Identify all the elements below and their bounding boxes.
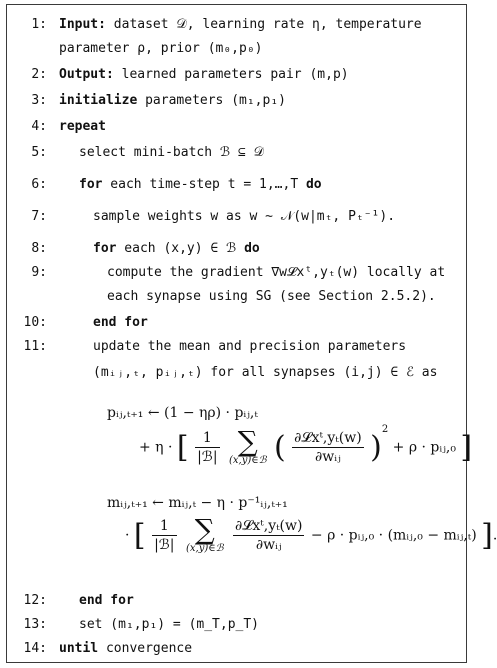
partial-fraction [233,518,304,553]
line-text: update the mean and precision parameters [93,339,407,354]
summation [229,425,267,466]
line-text: (mᵢⱼ,ₜ, pᵢⱼ,ₜ) for all synapses (i,j) ∈ ℰ as [93,365,438,380]
keyword-input: Input: [59,17,106,32]
line-text: set (m₁,p₁) = (m_T,p_T) [79,617,260,632]
line-text: dataset 𝒟, learning rate η, temperature [105,17,422,32]
left-paren: ( [274,430,286,465]
numerator: 1 [152,518,176,536]
line-text: learned parameters pair (m,p) [113,67,349,82]
dot-operator: · [125,527,130,544]
sigma-symbol: ∑ [194,513,215,546]
line-number: 5: [31,145,47,160]
equation-text: pᵢⱼ,ₜ₊₁ ← (1 − ηρ) · pᵢⱼ,ₜ [107,405,258,421]
keyword-end-for: end for [79,593,134,608]
line-text: select mini-batch ℬ ⊆ 𝒟 [79,145,264,160]
line-number: 13: [23,617,47,632]
keyword-until: until [59,641,99,656]
equation-text: + ρ · pᵢⱼ,₀ [392,439,456,456]
sum-limit: (x,y)∈ℬ [229,455,267,466]
sigma-symbol: ∑ [237,425,258,458]
line-text: compute the gradient ∇w𝓛xᵗ,yₜ(w) locally at [107,265,446,280]
keyword-for: for [93,241,117,256]
algorithm-box [6,4,497,663]
partial-fraction [292,430,363,465]
line-text: parameter ρ, prior (m₀,p₀) [59,41,263,56]
line-number: 12: [23,593,47,608]
line-number: 2: [31,67,47,82]
right-paren: ) [370,430,382,465]
keyword-do: do [244,241,260,256]
numerator: 1 [195,430,219,448]
p-update-equation [107,405,258,421]
numerator: ∂𝓛xᵗ,yₜ(w) [234,518,303,534]
keyword-initialize: initialize [59,93,138,108]
left-bracket: [ [133,518,146,553]
summation [185,513,224,554]
fraction [152,518,176,553]
line-number: 3: [31,93,47,108]
line-number: 10: [23,315,47,330]
line-text: each synapse using SG (see Section 2.5.2). [107,289,436,304]
keyword-do: do [305,177,322,192]
p-update-rhs: + η · [ $\frac{1}{\text{|ℬ|}}$ ∑ (x,y)∈ℬ ( $\frac{\text{∂𝓛xᵗ,yₜ(w)}}{\text{∂wᵢⱼ}}$ )$^2$ + ρ · pᵢⱼ,₀ ] [139,423,473,466]
equation-text: + η · [139,439,173,456]
line-text: convergence [98,641,193,656]
keyword-for: for [79,177,103,192]
right-bracket: ] [460,430,473,465]
fraction [195,430,219,465]
right-bracket: ] [481,518,493,553]
keyword-repeat: repeat [59,119,106,134]
line-text: parameters (m₁,p₁) [137,93,286,108]
line-number: 7: [31,209,47,224]
line-number: 6: [31,177,47,192]
denominator: ∂wᵢⱼ [315,449,341,465]
line-number: 1: [31,17,47,32]
line-text: each time-step t = 1,…,T [102,177,306,192]
sum-limit: (x,y)∈ℬ [185,543,224,554]
line-number: 4: [31,119,47,134]
line-number: 9: [31,265,47,280]
keyword-output: Output: [59,67,114,82]
m-update-equation [107,495,288,511]
numerator: ∂𝓛xᵗ,yₜ(w) [294,430,362,446]
keyword-end-for: end for [93,315,148,330]
denominator: |ℬ| [197,449,218,465]
denominator: |ℬ| [154,537,175,553]
denominator: ∂wᵢⱼ [255,537,282,553]
m-update-rhs: · [ $\frac{1}{\text{|ℬ|}}$ ∑ (x,y)∈ℬ $\frac{\text{∂𝓛xᵗ,yₜ(w)}}{\text{∂wᵢⱼ}}$ − ρ · pᵢⱼ,₀ · (mᵢⱼ,₀ − mᵢⱼ,ₜ) ]. [125,513,497,554]
line-number: 11: [23,339,47,354]
equation-text: mᵢⱼ,ₜ₊₁ ← mᵢⱼ,ₜ − η · p⁻¹ᵢⱼ,ₜ₊₁ [107,495,288,511]
line-text: each (x,y) ∈ ℬ [116,241,245,256]
line-text: sample weights w as w ∼ 𝒩(w|mₜ, Pₜ⁻¹). [93,209,396,224]
left-bracket: [ [176,430,189,465]
line-number: 8: [31,241,47,256]
line-number: 14: [23,641,47,656]
equation-text: − ρ · pᵢⱼ,₀ · (mᵢⱼ,₀ − mᵢⱼ,ₜ) [310,527,477,544]
